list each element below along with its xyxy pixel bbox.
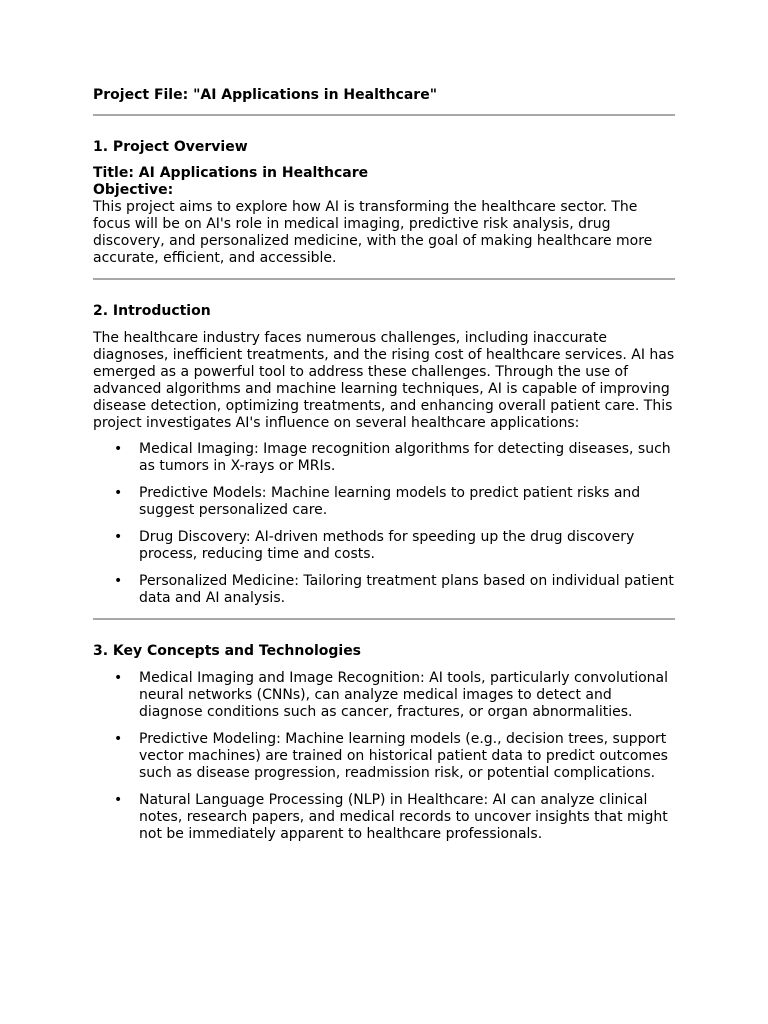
bullet-icon: • [114, 441, 123, 457]
objective-text: This project aims to explore how AI is transforming the healthcare sector. The focus will be on AI's role in medical imaging, predictive risk analysis, drug discovery, and personalized medicine, with the goal of making healthcare more accurate, efficient, and accessible. [93, 199, 653, 266]
section-heading-overview: 1. Project Overview [93, 139, 248, 155]
list-item-text: Predictive Models: Machine learning models to predict patient risks and suggest personalized care. [139, 485, 641, 518]
divider [93, 278, 675, 280]
project-title-line: Title: AI Applications in Healthcare [93, 165, 369, 181]
list-item [93, 731, 675, 782]
list-item-text: Predictive Modeling: Machine learning models (e.g., decision trees, support vector machines) are trained on historical patient data to predict outcomes such as disease progression, readmission risk, or potential complications. [139, 731, 668, 781]
divider [93, 114, 675, 116]
document-title: Project File: "AI Applications in Healthcare" [93, 87, 437, 103]
introduction-paragraph: The healthcare industry faces numerous challenges, including inaccurate diagnoses, inefficient treatments, and the rising cost of healthcare services. AI has emerged as a powerful tool to address these challenges. Through the use of advanced algorithms and machine learning techniques, AI is capable of improving disease detection, optimizing treatments, and enhancing overall patient care. This project investigates AI's influence on several healthcare applications: [93, 330, 675, 431]
list-item [93, 573, 675, 607]
key-concepts-bullet-list [93, 670, 675, 843]
bullet-icon: • [114, 792, 123, 808]
bullet-icon: • [114, 670, 123, 686]
list-item-text: Personalized Medicine: Tailoring treatment plans based on individual patient data and AI analysis. [139, 573, 674, 606]
bullet-icon: • [114, 529, 123, 545]
list-item [93, 792, 675, 843]
section-heading-introduction: 2. Introduction [93, 303, 211, 319]
list-item-text: Medical Imaging and Image Recognition: AI tools, particularly convolutional neural networks (CNNs), can analyze medical images to detect and diagnose conditions such as cancer, fractures, or organ abnormalities. [139, 670, 669, 720]
divider [93, 618, 675, 620]
list-item-text: Drug Discovery: AI-driven methods for speeding up the drug discovery process, reducing time and costs. [139, 529, 635, 562]
list-item-text: Medical Imaging: Image recognition algorithms for detecting diseases, such as tumors in X-rays or MRIs. [139, 441, 671, 474]
introduction-bullet-list [93, 441, 675, 607]
list-item [93, 485, 675, 519]
bullet-icon: • [114, 731, 123, 747]
list-item [93, 670, 675, 721]
document-body [93, 87, 675, 843]
bullet-icon: • [114, 573, 123, 589]
list-item [93, 441, 675, 475]
list-item [93, 529, 675, 563]
section-heading-key-concepts: 3. Key Concepts and Technologies [93, 643, 362, 659]
list-item-text: Natural Language Processing (NLP) in Healthcare: AI can analyze clinical notes, research papers, and medical records to uncover insights that might not be immediately apparent to healthcare professionals. [139, 792, 668, 842]
objective-label: Objective: [93, 182, 174, 198]
bullet-icon: • [114, 485, 123, 501]
